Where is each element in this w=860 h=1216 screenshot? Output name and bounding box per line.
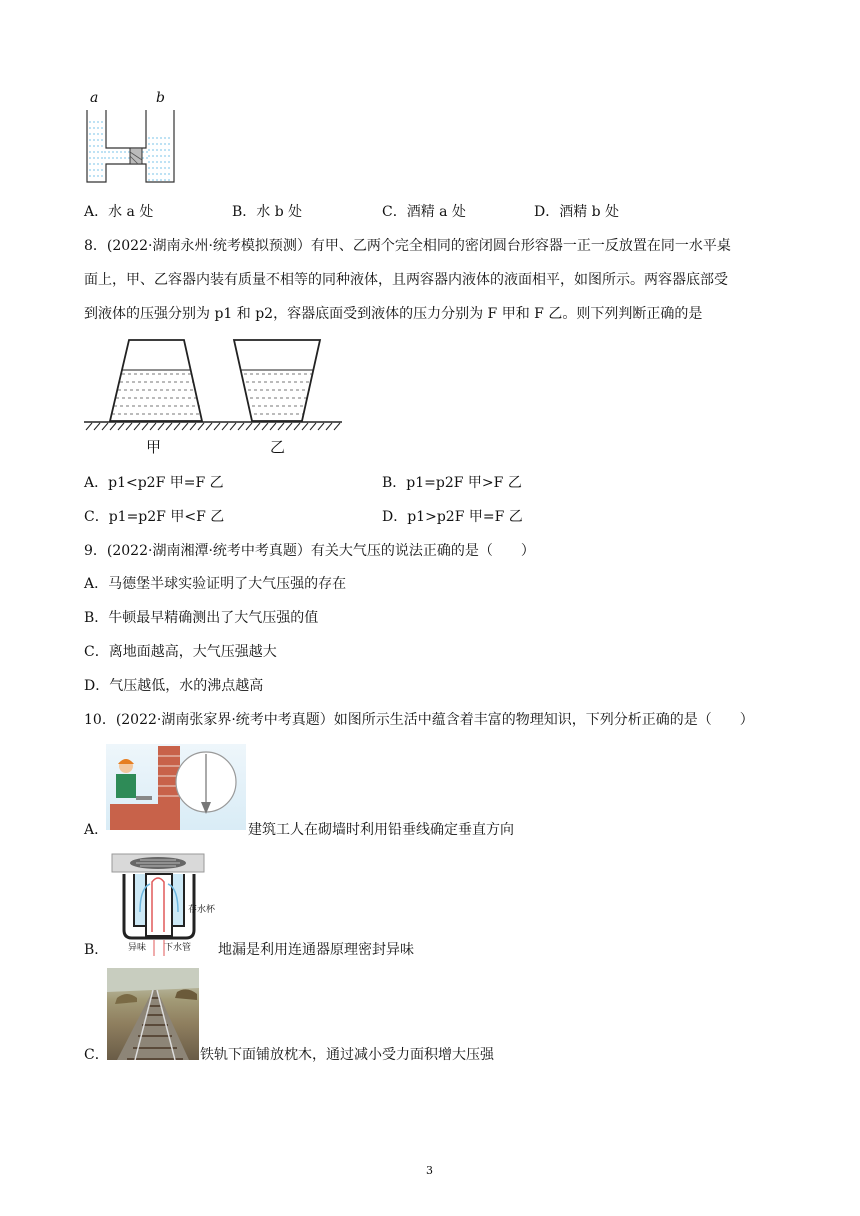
railway-drawing	[107, 968, 199, 1060]
q7-option-a: A．水 a 处	[84, 204, 154, 220]
page-number: 3	[426, 1164, 433, 1177]
u-tube-drawing	[84, 92, 184, 187]
q9-option-b: B．牛顿最早精确测出了大气压强的值	[84, 610, 319, 626]
q10-c-text: 铁轨下面铺放枕木，通过减小受力面积增大压强	[200, 1047, 494, 1063]
plumb-line-drawing	[106, 744, 246, 830]
q8-stem-line3: 到液体的压强分别为 p1 和 p2，容器底面受到液体的压力分别为 F 甲和 F 乙。则下列判断正确的是	[84, 306, 703, 322]
frustum-drawing	[84, 336, 346, 460]
q8-option-b: B．p1=p2F 甲>F 乙	[382, 475, 522, 491]
q9-stem: 9．(2022·湖南湘潭·统考中考真题）有关大气压的说法正确的是（ ）	[84, 543, 535, 559]
q10-a-label: A．	[84, 822, 109, 838]
q10-stem: 10．(2022·湖南张家界·统考中考真题）如图所示生活中蕴含着丰富的物理知识，下列分析正确的是（ ）	[84, 712, 754, 728]
q8-stem-line2: 面上，甲、乙容器内装有质量不相等的同种液体，且两容器内液体的液面相平，如图所示。两容器底部受	[84, 272, 728, 288]
label-a: a	[90, 90, 99, 106]
q8-stem-line1: 8．(2022·湖南永州·统考模拟预测）有甲、乙两个完全相同的密闭圆台形容器一正一反放置在同一水平桌	[84, 238, 731, 254]
plumb-line-image	[106, 744, 246, 830]
q10-b-label: B．	[84, 942, 109, 958]
q10-a-text: 建筑工人在砌墙时利用铅垂线确定垂直方向	[248, 822, 514, 838]
q8-option-d: D．p1>p2F 甲=F 乙	[382, 509, 523, 525]
q9-option-a: A．马德堡半球实验证明了大气压强的存在	[84, 576, 347, 592]
q10-b-text: 地漏是利用连通器原理密封异味	[218, 942, 414, 958]
label-odor: 异味	[128, 943, 147, 953]
railway-track-image	[107, 968, 199, 1060]
floor-drain-image	[110, 852, 216, 958]
q7-option-b: B．水 b 处	[232, 204, 303, 220]
label-pipe: 下水管	[164, 943, 192, 953]
u-tube-figure	[84, 92, 184, 187]
q9-option-c: C．离地面越高，大气压强越大	[84, 644, 277, 660]
q7-option-c: C．酒精 a 处	[382, 204, 466, 220]
label-jia: 甲	[146, 438, 162, 456]
label-b: b	[156, 90, 165, 106]
q9-option-d: D．气压越低，水的沸点越高	[84, 678, 264, 694]
q8-option-a: A．p1<p2F 甲=F 乙	[84, 475, 224, 491]
frustum-containers-figure	[84, 336, 346, 460]
q8-option-c: C．p1=p2F 甲<F 乙	[84, 509, 225, 525]
label-yi: 乙	[270, 438, 286, 456]
q10-c-label: C．	[84, 1047, 109, 1063]
q7-option-d: D．酒精 b 处	[534, 204, 620, 220]
label-cup: 存水杯	[188, 905, 216, 915]
